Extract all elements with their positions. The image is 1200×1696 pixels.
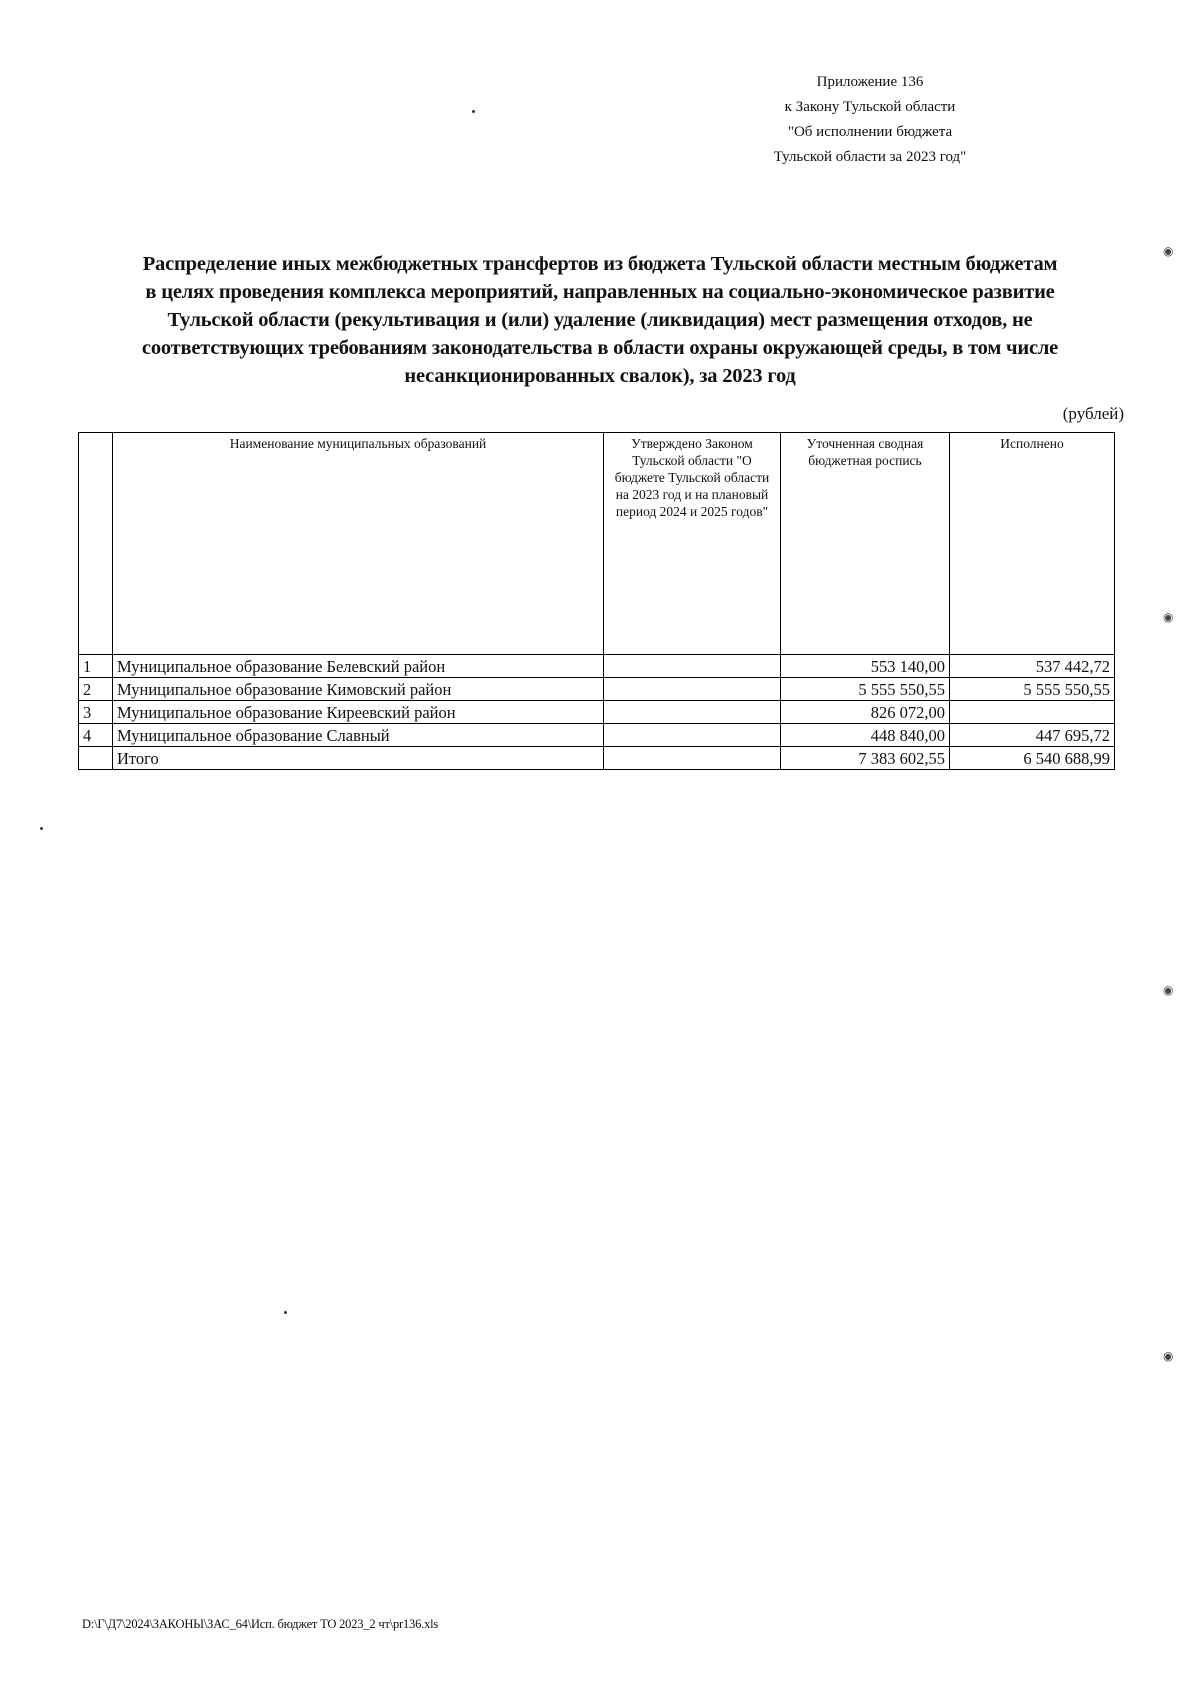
row-approved [604,678,781,701]
title-line: Распределение иных межбюджетных трансфертов из бюджета Тульской области местным бюджетам [142,253,1058,275]
row-number: 2 [79,678,113,701]
title-line: несанкционированных свалок), за 2023 год [404,365,796,387]
total-number-cell [79,747,113,770]
appendix-line: Тульской области за 2023 год" [773,149,967,165]
document-title [70,250,1130,390]
header-executed: Исполнено [950,433,1115,655]
header-name: Наименование муниципальных образований [113,433,604,655]
row-executed: 447 695,72 [950,724,1115,747]
hole-punch-mark: ◉ [1163,983,1174,997]
table-row [79,655,1115,678]
appendix-line: к Закону Тульской области [784,99,956,115]
table-row [79,678,1115,701]
row-approved [604,655,781,678]
hole-punch-mark: ◉ [1163,244,1174,258]
transfers-table [78,432,1115,770]
total-executed: 6 540 688,99 [950,747,1115,770]
appendix-header [700,70,1040,170]
scan-speck [40,827,43,830]
row-number: 1 [79,655,113,678]
row-refined: 826 072,00 [781,701,950,724]
row-name: Муниципальное образование Кимовский район [113,678,604,701]
row-executed: 5 555 550,55 [950,678,1115,701]
units-label: (рублей) [1062,404,1124,423]
row-refined: 448 840,00 [781,724,950,747]
row-name: Муниципальное образование Белевский район [113,655,604,678]
table-header-row [79,433,1115,655]
total-label: Итого [113,747,604,770]
title-line: Тульской области (рекультивация и (или) удаление (ликвидация) мест размещения отходов, не [167,309,1033,331]
scan-speck [472,110,475,113]
appendix-line: "Об исполнении бюджета [787,124,953,140]
row-approved [604,724,781,747]
row-executed [950,701,1115,724]
row-name: Муниципальное образование Киреевский район [113,701,604,724]
row-refined: 553 140,00 [781,655,950,678]
hole-punch-mark: ◉ [1163,610,1174,624]
row-number: 3 [79,701,113,724]
total-refined: 7 383 602,55 [781,747,950,770]
row-name: Муниципальное образование Славный [113,724,604,747]
header-num-cell [79,433,113,655]
row-refined: 5 555 550,55 [781,678,950,701]
scan-speck [284,1311,287,1314]
hole-punch-mark: ◉ [1163,1349,1174,1363]
row-executed: 537 442,72 [950,655,1115,678]
table-total-row [79,747,1115,770]
appendix-line: Приложение 136 [816,74,924,90]
table-row [79,701,1115,724]
row-approved [604,701,781,724]
total-approved [604,747,781,770]
header-refined: Уточненная сводная бюджетная роспись [781,433,950,655]
table-row [79,724,1115,747]
title-line: соответствующих требованиям законодательства в области охраны окружающей среды, в том числе [141,337,1059,359]
title-line: в целях проведения комплекса мероприятий, направленных на социально-экономическое развитие [145,281,1055,303]
header-approved: Утверждено Законом Тульской области "О бюджете Тульской области на 2023 год и на плановый период 2024 и 2025 годов" [604,433,781,655]
row-number: 4 [79,724,113,747]
file-path-footer: D:\Г\Д7\2024\ЗАКОНЫ\ЗАС_64\Исп. бюджет ТО 2023_2 чт\pr136.xls [82,1617,439,1631]
